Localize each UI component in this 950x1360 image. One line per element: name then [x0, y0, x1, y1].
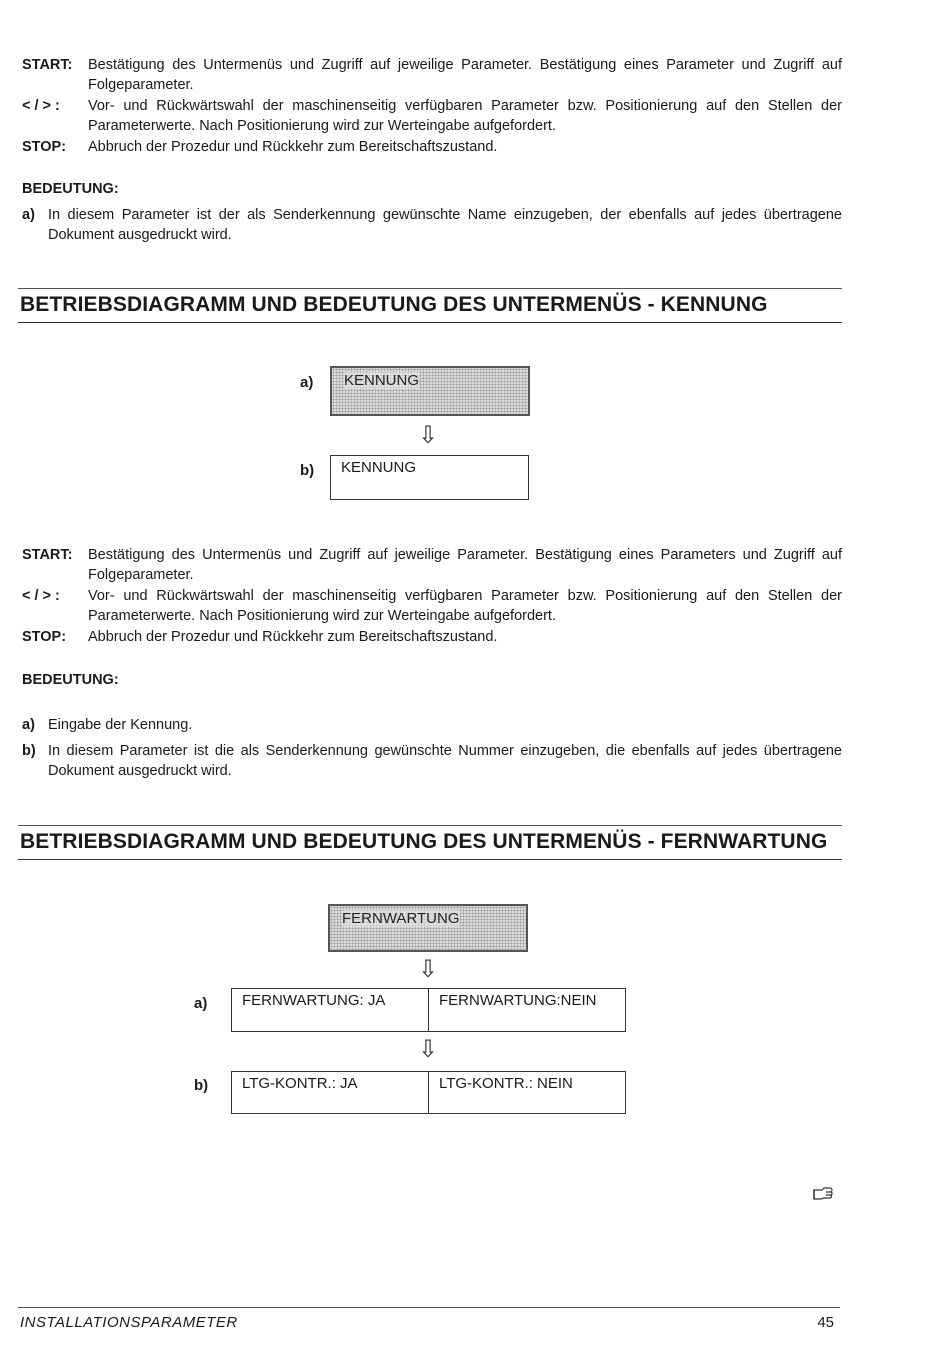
diagram-label-b: b)	[300, 462, 315, 479]
key-label: START:	[22, 547, 73, 563]
item-marker: b)	[22, 743, 36, 759]
key-label: STOP:	[22, 629, 67, 645]
down-arrow-icon: ⇩	[418, 422, 439, 449]
item-text: In diesem Parameter ist der als Senderkennung gewünschte Name einzugeben, der ebenfalls auf jedes übertragene Dokument ausgedruckt wird.	[48, 207, 842, 243]
fernwartung-option-nein: FERNWARTUNG:NEIN	[428, 988, 626, 1032]
diagram-label-a: a)	[194, 995, 208, 1012]
kennung-row-start	[22, 545, 842, 585]
description-text: Vor- und Rückwärtswahl der maschinenseitig verfügbaren Parameter bzw. Positionierung auf den Stellen der Parameterwerte. Nach Positionierung wird zur Werteingabe aufgefordert.	[88, 98, 842, 134]
diagram-label-b: b)	[194, 1077, 209, 1094]
key-label: < / > :	[22, 588, 60, 604]
kennung-row-stop	[22, 627, 842, 647]
intro-row-start	[22, 55, 842, 95]
description-text: Bestätigung des Untermenüs und Zugriff auf jeweilige Parameter. Bestätigung eines Parameter und Zugriff auf Folgeparameter.	[88, 57, 842, 93]
key-label: < / > :	[22, 98, 60, 114]
ltg-kontr-option-nein: LTG-KONTR.: NEIN	[428, 1071, 626, 1114]
page-number: 45	[817, 1314, 834, 1331]
bedeutung-label: BEDEUTUNG:	[22, 672, 119, 688]
kennung-input-box: KENNUNG	[330, 455, 529, 500]
lcd-text: KENNUNG	[344, 372, 420, 389]
diagram-label-a: a)	[300, 374, 314, 391]
intro-row-navigation	[22, 96, 842, 136]
bedeutung-item-a	[22, 715, 842, 735]
item-text: In diesem Parameter ist die als Senderkennung gewünschte Nummer einzugeben, die ebenfalls auf jedes übertragene Dokument ausgedruckt wird.	[48, 743, 842, 779]
kennung-row-navigation	[22, 586, 842, 626]
ltg-kontr-option-ja: LTG-KONTR.: JA	[231, 1071, 429, 1114]
down-arrow-icon: ⇩	[418, 956, 439, 983]
bedeutung-label: BEDEUTUNG:	[22, 181, 119, 197]
down-arrow-icon: ⇩	[418, 1036, 439, 1063]
key-label: START:	[22, 57, 73, 73]
description-text: Bestätigung des Untermenüs und Zugriff auf jeweilige Parameter. Bestätigung eines Parameters und Zugriff auf Folgeparameter.	[88, 547, 842, 583]
item-marker: a)	[22, 717, 35, 733]
lcd-display-fernwartung	[328, 904, 528, 952]
fernwartung-option-ja: FERNWARTUNG: JA	[231, 988, 429, 1032]
intro-row-stop	[22, 137, 842, 157]
lcd-text: FERNWARTUNG	[342, 910, 460, 927]
bedeutung-item-b	[22, 741, 842, 781]
description-text: Abbruch der Prozedur und Rückkehr zum Bereitschaftszustand.	[88, 139, 498, 155]
footer-title: INSTALLATIONSPARAMETER	[20, 1314, 238, 1331]
lcd-display-kennung	[330, 366, 530, 416]
pointing-hand-icon	[812, 1185, 836, 1201]
key-label: STOP:	[22, 139, 67, 155]
section-heading-fernwartung: BETRIEBSDIAGRAMM UND BEDEUTUNG DES UNTERMENÜS - FERNWARTUNG	[18, 825, 842, 860]
item-marker: a)	[22, 207, 35, 223]
footer-rule	[18, 1307, 840, 1308]
item-text: Eingabe der Kennung.	[48, 717, 193, 733]
description-text: Vor- und Rückwärtswahl der maschinenseitig verfügbaren Parameter bzw. Positionierung auf den Stellen der Parameterwerte. Nach Positionierung wird zur Werteingabe aufgefordert.	[88, 588, 842, 624]
description-text: Abbruch der Prozedur und Rückkehr zum Bereitschaftszustand.	[88, 629, 498, 645]
section-heading-kennung: BETRIEBSDIAGRAMM UND BEDEUTUNG DES UNTERMENÜS - KENNUNG	[18, 288, 842, 323]
bedeutung-item-a	[22, 205, 842, 245]
